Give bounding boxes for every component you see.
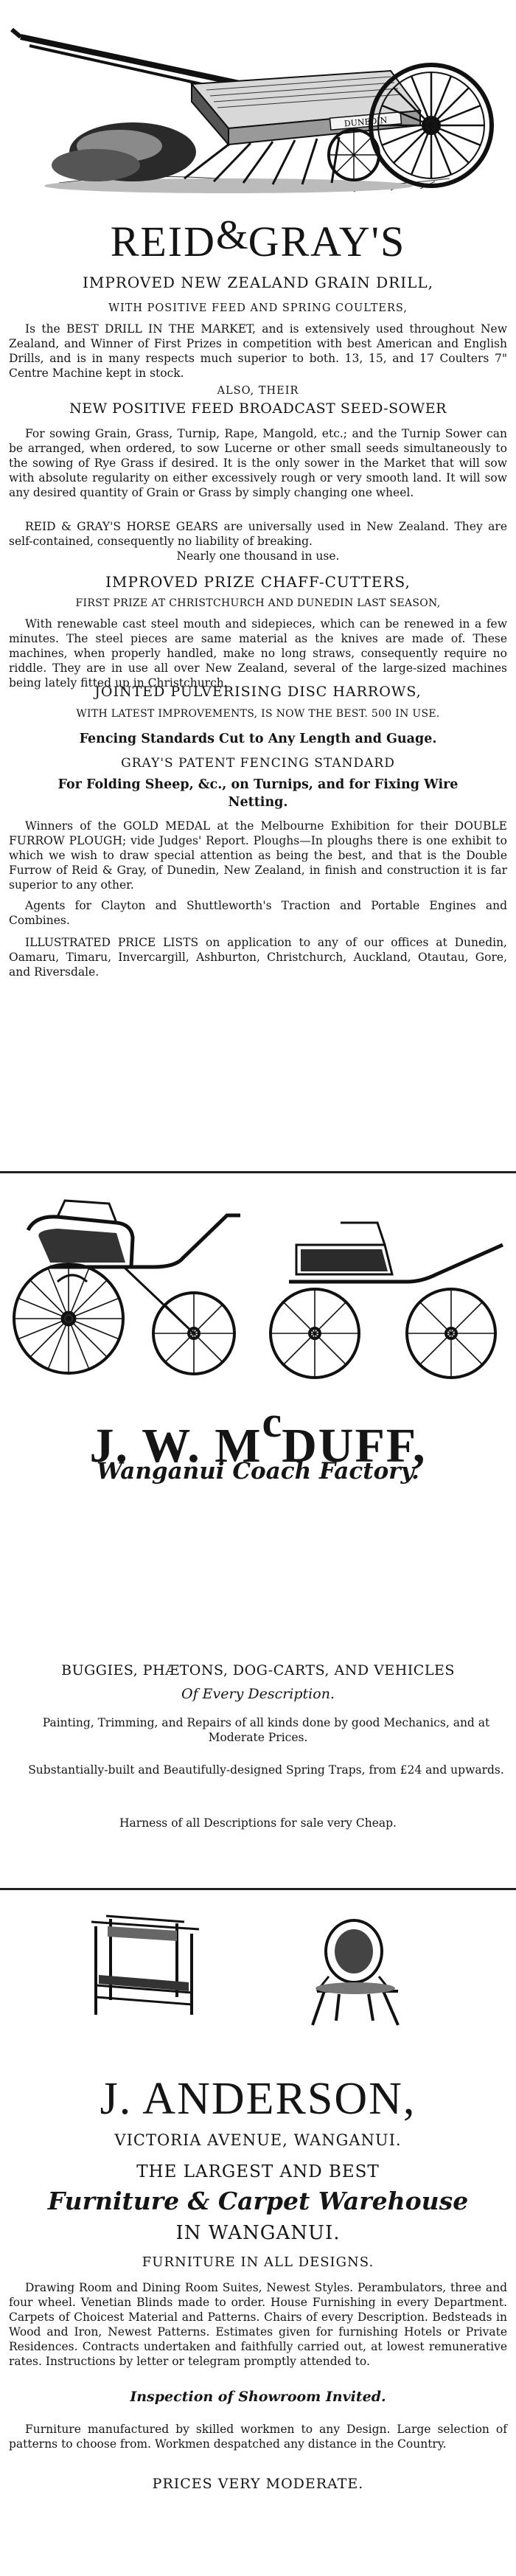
painting-trimming-line: Painting, Trimming, and Repairs of all kinds done by good Mechanics, and at Moderate Prices. bbox=[42, 1716, 490, 1744]
buggy-engraving bbox=[6, 1186, 249, 1385]
chaff-cutters-heading: IMPROVED PRIZE CHAFF-CUTTERS, bbox=[105, 573, 411, 591]
carpet-warehouse-heading: Furniture & Carpet Warehouse bbox=[47, 2187, 469, 2215]
title-reid: REID bbox=[110, 218, 217, 265]
grain-drill-engraving bbox=[7, 7, 509, 208]
chaff-cutters-subheading: FIRST PRIZE AT CHRISTCHURCH AND DUNEDIN LAST SEASON, bbox=[75, 597, 441, 609]
title-initials: J. W. M bbox=[89, 1419, 262, 1473]
coach-factory-subtitle: Wanganui Coach Factory. bbox=[97, 1458, 419, 1485]
reid-gray-advertisement bbox=[0, 0, 516, 1173]
seed-sower-description: For sowing Grain, Grass, Turnip, Rape, Mangold, etc.; and the Turnip Sower can be arranged, when ordered, to sow Lucerne or other small seeds simultaneously to the sowing of Rye Grass if desired. It is the only sower in the Market that will sow with absolute regularity on either excessively rough or very smooth land. It will sow any desired quantity of Grain or Grass by simply changing one wheel. bbox=[9, 427, 507, 499]
wire-netting-line: Netting. bbox=[228, 795, 288, 810]
patent-fencing-standard: GRAY'S PATENT FENCING STANDARD bbox=[121, 756, 395, 771]
disc-harrows-heading: JOINTED PULVERISING DISC HARROWS, bbox=[94, 684, 422, 700]
grain-drill-heading: IMPROVED NEW ZEALAND GRAIN DRILL, bbox=[82, 274, 434, 291]
in-wanganui-heading: IN WANGANUI. bbox=[175, 2222, 341, 2244]
skilled-workmen-description: Furniture manufactured by skilled workmen to any Design. Large selection of patterns to choose from. Workmen despatched any distance in the Country. bbox=[9, 2423, 507, 2451]
drill-name-plate: DUNEDIN bbox=[344, 115, 388, 129]
horse-gears-count: Nearly one thousand in use. bbox=[176, 549, 340, 563]
furniture-designs-heading: FURNITURE IN ALL DESIGNS. bbox=[142, 2254, 374, 2270]
vehicles-heading: BUGGIES, PHÆTONS, DOG-CARTS, AND VEHICLES bbox=[61, 1662, 455, 1678]
title-grays: GRAY'S bbox=[248, 218, 406, 265]
also-their-line: ALSO, THEIR bbox=[217, 385, 299, 397]
mcduff-advertisement bbox=[0, 1173, 516, 1888]
horse-gears-description: REID & GRAY'S HORSE GEARS are universally used in New Zealand. They are self-contained, consequently no liability of breaking. bbox=[9, 520, 507, 548]
disc-harrows-subheading: WITH LATEST IMPROVEMENTS, IS NOW THE BEST. 500 IN USE. bbox=[76, 708, 440, 720]
title-ampersand: & bbox=[216, 212, 248, 258]
fencing-standards-line: Fencing Standards Cut to Any Length and Guage. bbox=[79, 732, 437, 746]
title-mc: c bbox=[262, 1398, 282, 1446]
prices-moderate-line: PRICES VERY MODERATE. bbox=[152, 2476, 364, 2492]
dining-chair-engraving bbox=[287, 1917, 420, 2028]
furniture-description: Drawing Room and Dining Room Suites, Newest Styles. Perambulators, three and four wheel. Venetian Blinds made to order. House Furnishing in every Department. Carpets of Choicest Material and Patterns. Chairs of every Description. Bedsteads in Wood and Iron, Newest Patterns. Estimates given for furnishing Hotels or Private Residences. Contracts undertaken and faithfully carried out, at lowest remunerative rates. Instructions by letter or telegram promptly attended to. bbox=[9, 2281, 507, 2368]
chaff-cutters-description: With renewable cast steel mouth and sidepieces, which can be renewed in a few minutes. The steel pieces are same material as the knives are made of. These machines, when properly handled, make no long straws, consequently require no riddle. They are in use all over New Zealand, several of the large-sized machines being lately fitted up in Christchurch. bbox=[9, 617, 507, 690]
anderson-address: VICTORIA AVENUE, WANGANUI. bbox=[114, 2131, 402, 2149]
grain-drill-description: Is the BEST DRILL IN THE MARKET, and is extensively used throughout New Zealand, and Winner of First Prizes in competition with best American and English Drills, and is in many respects much superior to both. 13, 15, and 17 Coulters 7" Centre Machine kept in stock. bbox=[9, 322, 507, 380]
four-poster-bed-engraving bbox=[81, 1912, 206, 2022]
every-description-line: Of Every Description. bbox=[181, 1686, 335, 1702]
anderson-title: J. ANDERSON, bbox=[100, 2074, 416, 2124]
seed-sower-heading: NEW POSITIVE FEED BROADCAST SEED-SOWER bbox=[69, 400, 447, 417]
dog-cart-engraving bbox=[267, 1193, 510, 1385]
reid-gray-title bbox=[6, 211, 510, 266]
grain-drill-subheading: WITH POSITIVE FEED AND SPRING COULTERS, bbox=[108, 302, 408, 314]
spring-traps-line: Substantially-built and Beautifully-designed Spring Traps, from £24 and upwards. bbox=[28, 1763, 504, 1777]
gold-medal-description: Winners of the GOLD MEDAL at the Melbourne Exhibition for their DOUBLE FURROW PLOUGH; vide Judges' Report. Ploughs—In ploughs there is one exhibit to which we wish to draw special attention as being the best, and that is the Double Furrow of Reid & Gray, of Dunedin, New Zealand, in finish and construction it is far superior to any other. bbox=[9, 819, 507, 892]
title-duff: DUFF, bbox=[282, 1419, 427, 1473]
showroom-inspection-line: Inspection of Showroom Invited. bbox=[130, 2389, 386, 2405]
largest-and-best-heading: THE LARGEST AND BEST bbox=[136, 2162, 380, 2181]
price-lists-description: ILLUSTRATED PRICE LISTS on application to any of our offices at Dunedin, Oamaru, Timaru, Invercargill, Ashburton, Christchurch, Auckland, Otautau, Gore, and Riversdale. bbox=[9, 936, 507, 979]
harness-line: Harness of all Descriptions for sale very Cheap. bbox=[119, 1816, 397, 1830]
anderson-advertisement bbox=[0, 1888, 516, 2576]
folding-sheep-line: For Folding Sheep, &c., on Turnips, and for Fixing Wire bbox=[57, 777, 459, 792]
agents-description: Agents for Clayton and Shuttleworth's Traction and Portable Engines and Combines. bbox=[9, 899, 507, 927]
